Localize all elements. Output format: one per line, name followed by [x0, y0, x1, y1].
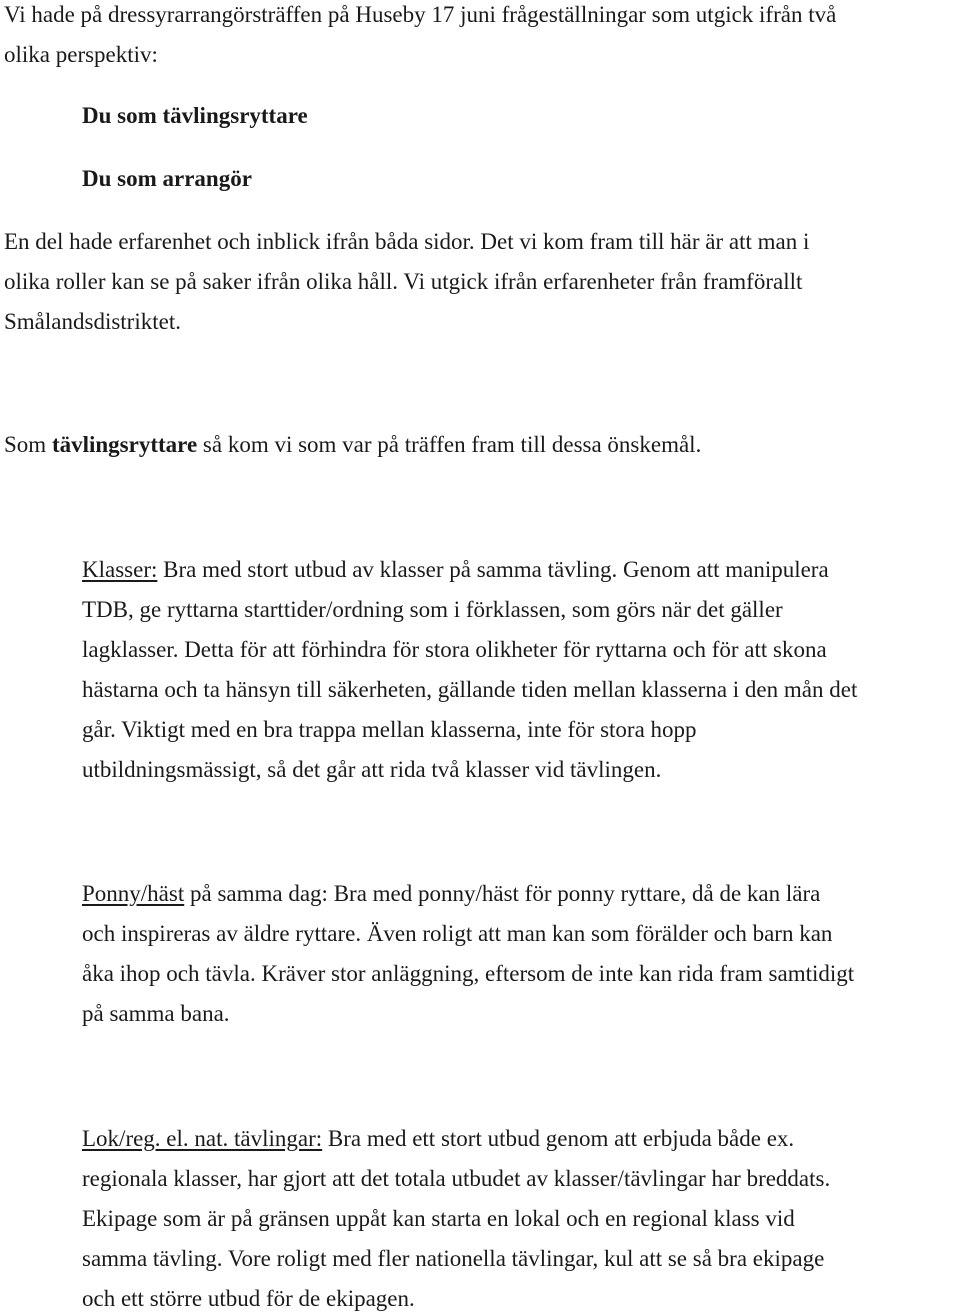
klasser-line-1	[82, 558, 829, 581]
lok-line-2: regionala klasser, har gjort att det totala utbudet av klasser/tävlingar har breddats.	[82, 1166, 831, 1191]
lok-heading: Lok/reg. el. nat. tävlingar:	[82, 1126, 323, 1151]
klasser-heading: Klasser:	[82, 557, 158, 582]
experience-line-3: Smålandsdistriktet.	[4, 309, 181, 334]
ponny-line-3: åka ihop och tävla. Kräver stor anläggning, eftersom de inte kan rida fram samtidigt	[82, 961, 855, 986]
wishes-intro	[4, 433, 701, 456]
intro-line-2: olika perspektiv:	[4, 42, 158, 67]
wishes-intro-bold: tävlingsryttare	[51, 432, 198, 457]
ponny-line-2: och inspireras av äldre ryttare. Även roligt att man kan som förälder och barn kan	[82, 921, 833, 946]
wishes-intro-prefix: Som	[4, 432, 52, 457]
wishes-intro-suffix: så kom vi som var på träffen fram till dessa önskemål.	[197, 432, 702, 457]
ponny-line-1-text: på samma dag: Bra med ponny/häst för ponny ryttare, då de kan lära	[184, 881, 821, 906]
klasser-line-6: utbildningsmässigt, så det går att rida två klasser vid tävlingen.	[82, 757, 662, 782]
ponny-line-1	[82, 882, 820, 905]
lok-line-3: Ekipage som är på gränsen uppåt kan starta en lokal och en regional klass vid	[82, 1206, 795, 1231]
lok-line-5: och ett större utbud för de ekipagen.	[82, 1286, 415, 1311]
perspective-rider: Du som tävlingsryttare	[82, 103, 308, 128]
ponny-heading: Ponny/häst	[82, 881, 185, 906]
lok-line-4: samma tävling. Vore roligt med fler nationella tävlingar, kul att se så bra ekipage	[82, 1246, 825, 1271]
ponny-line-4: på samma bana.	[82, 1001, 230, 1026]
intro-line-1: Vi hade på dressyrarrangörsträffen på Huseby 17 juni frågeställningar som utgick ifrån två	[4, 2, 837, 27]
klasser-line-2: TDB, ge ryttarna starttider/ordning som i förklassen, som görs när det gäller	[82, 597, 783, 622]
experience-line-2: olika roller kan se på saker ifrån olika håll. Vi utgick ifrån erfarenheter från framförallt	[4, 269, 803, 294]
experience-line-1: En del hade erfarenhet och inblick ifrån båda sidor. Det vi kom fram till här är att man i	[4, 229, 810, 254]
klasser-line-5: går. Viktigt med en bra trappa mellan klasserna, inte för stora hopp	[82, 717, 697, 742]
lok-line-1-text: Bra med ett stort utbud genom att erbjuda både ex.	[322, 1126, 795, 1151]
lok-line-1	[82, 1127, 794, 1150]
klasser-line-1-text: Bra med stort utbud av klasser på samma tävling. Genom att manipulera	[157, 557, 829, 582]
klasser-line-3: lagklasser. Detta för att förhindra för stora olikheter för ryttarna och för att skona	[82, 637, 827, 662]
perspective-organizer: Du som arrangör	[82, 166, 252, 191]
klasser-line-4: hästarna och ta hänsyn till säkerheten, gällande tiden mellan klasserna i den mån det	[82, 677, 858, 702]
